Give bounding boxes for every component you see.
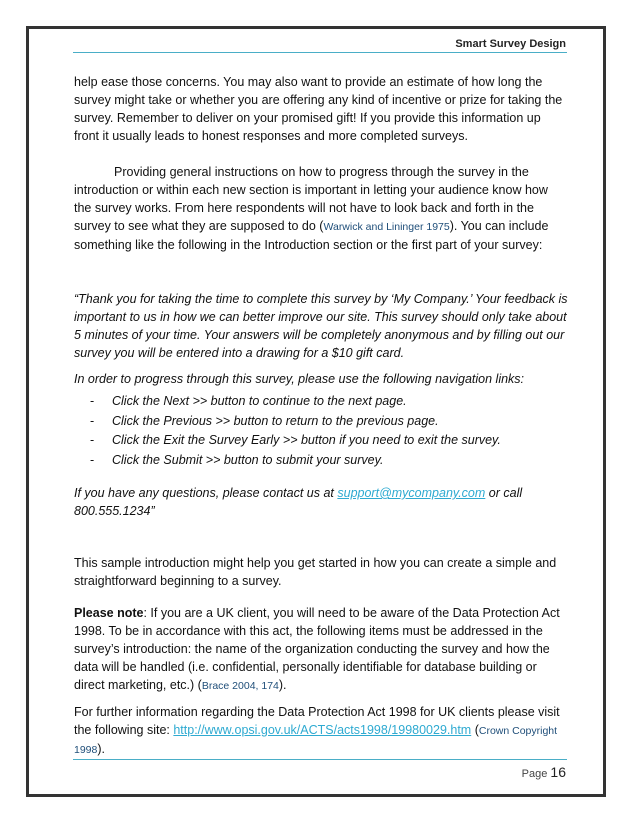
page-number-value: 16 [550, 764, 566, 780]
spacer [74, 520, 568, 554]
please-note-text: : If you are a UK client, you will need to be aware of the Data Protection Act 1998. To be in accordance with this act, the following items must be addressed in the survey’s introduction: the name of the organization conducting the survey and how the data will be handled (i.e. confidential, personally identifiable for database building or direct marketing, etc.) ( [74, 606, 560, 692]
paragraph-instructions-tail: ). You can include something like the following in the Introduction section or the first part of your survey: [74, 219, 549, 252]
list-item [90, 431, 568, 451]
document-body [74, 73, 568, 759]
further-info-end: ). [97, 742, 105, 756]
contact-phone-text: or call 800.555.1234” [74, 486, 523, 518]
further-info-text: For further information regarding the Data Protection Act 1998 for UK clients please visit the following site: [74, 705, 560, 737]
list-dash: - [90, 433, 95, 447]
opsi-link[interactable]: http://www.opsi.gov.uk/ACTS/acts1998/19980029.htm [173, 723, 472, 737]
citation-crown: Crown Copyright 1998 [74, 725, 558, 756]
paragraph-instructions-text: Providing general instructions on how to progress through the survey in the introduction or within each new section is important in letting your audience know how the survey works. From here respondents will not have to look back and forth in the survey to see what they are supposed to do ( [74, 165, 548, 233]
please-note-end: ). [278, 678, 287, 692]
please-note-label: Please note [74, 606, 144, 620]
support-email-link[interactable]: support@mycompany.com [337, 486, 486, 500]
contact-line [74, 484, 568, 520]
paragraph-please-note [74, 604, 568, 695]
footer-divider [73, 759, 567, 760]
paragraph-sample-intro: This sample introduction might help you get started in how you can create a simple and straightforward beginning to a survey. [74, 556, 557, 588]
citation-brace: Brace 2004, 174 [201, 680, 279, 692]
paragraph-instructions [74, 163, 568, 254]
list-dash: - [90, 452, 95, 467]
running-header-title: Smart Survey Design [455, 38, 566, 50]
spacer [74, 254, 568, 290]
list-dash: - [90, 413, 95, 428]
sample-quote: “Thank you for taking the time to complete this survey by ‘My Company.’ Your feedback is important to us in how we can better improve our site. This survey should only take about 5 minutes of your time. Your answers will be completely anonymous and by filling out our survey you will be entered into a drawing for a $10 gift card. [74, 292, 568, 360]
contact-text: If you have any questions, please contact us at [74, 486, 338, 500]
paragraph-further-info [74, 703, 568, 759]
list-item-text: Click the Submit >> button to submit your survey. [112, 452, 384, 467]
navigation-intro: In order to progress through this survey, please use the following navigation links: [74, 372, 525, 386]
list-dash: - [90, 394, 95, 408]
page-label: Page [521, 768, 551, 780]
list-item-text: Click the Next >> button to continue to the next page. [112, 394, 407, 408]
list-item-text: Click the Exit the Survey Early >> button if you need to exit the survey. [112, 433, 501, 447]
list-item [90, 412, 568, 432]
paragraph-concerns: help ease those concerns. You may also want to provide an estimate of how long the survey might take or whether you are offering any kind of incentive or prize for taking the survey. Remember to deliver on your promised gift! If you provide this information up front it usually leads to honest responses and more completed surveys. [74, 75, 563, 143]
navigation-list [74, 392, 568, 470]
further-info-paren: ( [471, 723, 479, 737]
list-item [90, 392, 568, 412]
header-divider [73, 52, 567, 53]
page-number [522, 764, 566, 780]
citation-warwick: Warwick and Lininger 1975 [323, 221, 450, 233]
list-item [90, 451, 568, 471]
list-item-text: Click the Previous >> button to return to the previous page. [112, 413, 439, 428]
